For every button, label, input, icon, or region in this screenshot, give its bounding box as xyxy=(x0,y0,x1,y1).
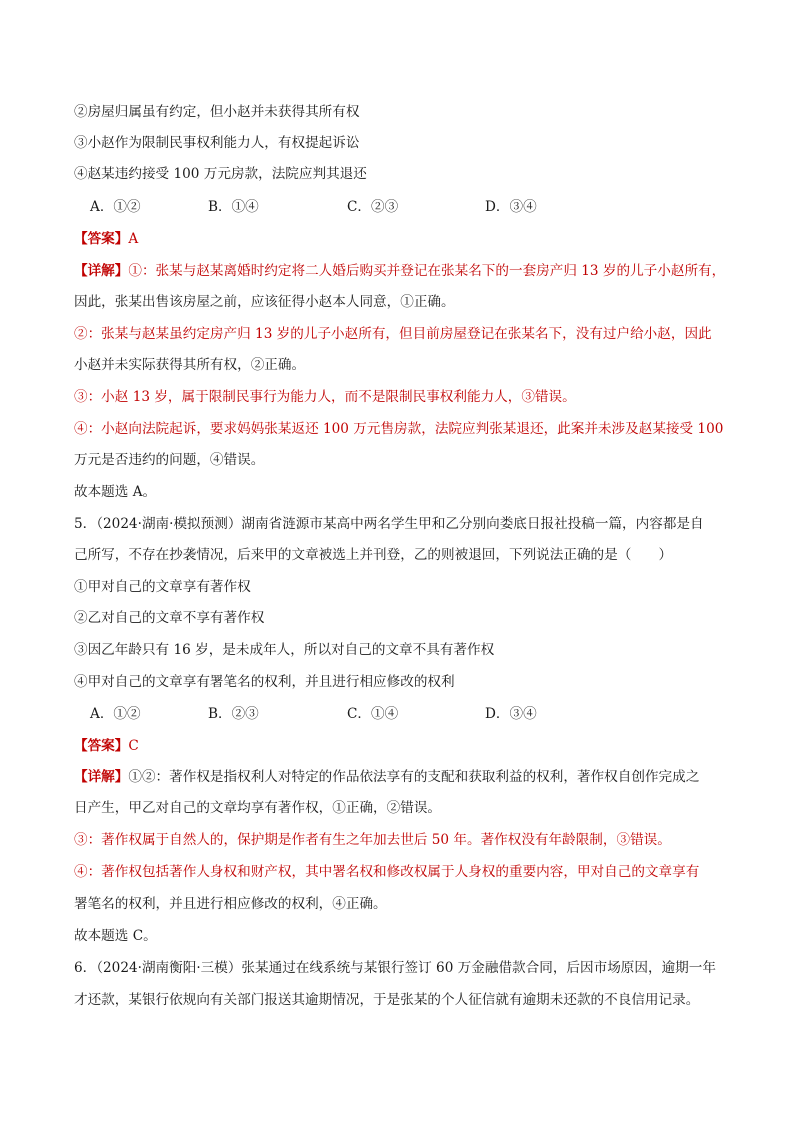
option-c: C．①④ xyxy=(347,706,399,722)
detail-line: 因此，张某出售该房屋之前，应该征得小赵本人同意，①正确。 xyxy=(74,294,455,310)
question-stem: 己所写，不存在抄袭情况，后来甲的文章被选上并刊登，乙的则被退回，下列说法正确的是（ ） xyxy=(74,547,673,563)
detail-line: ③：著作权属于自然人的，保护期是作者有生之年加去世后 50 年。著作权没有年龄限制，③错误。 xyxy=(74,832,671,848)
detail-line: ④：小赵向法院起诉，要求妈妈张某返还 100 万元售房款，法院应判张某退还，此案并未涉及赵某接受 100 xyxy=(74,421,724,437)
question-stem: 才还款，某银行依规向有关部门报送其逾期情况，于是张某的个人征信就有逾期未还款的不良信用记录。 xyxy=(74,992,700,1008)
detail-label: 【详解】 xyxy=(74,263,129,279)
option-b: B．①④ xyxy=(208,199,259,215)
answer-line xyxy=(74,736,724,756)
detail-text: ①：张某与赵某离婚时约定将二人婚后购买并登记在张某名下的一套房产归 13 岁的儿子小赵所有， xyxy=(128,263,726,279)
statement-4: ④赵某违约接受 100 万元房款，法院应判其退还 xyxy=(74,166,367,182)
statement-3: ③小赵作为限制民事权利能力人，有权提起诉讼 xyxy=(74,135,360,151)
detail-line: 署笔名的权利，并且进行相应修改的权利，④正确。 xyxy=(74,896,387,912)
question-stem: 5．（2024·湖南·模拟预测）湖南省涟源市某高中两名学生甲和乙分别向娄底日报社投稿一篇，内容都是自 xyxy=(74,516,704,532)
answer-value: A xyxy=(128,231,139,247)
answer-value: C xyxy=(128,738,139,754)
detail-line: ④：著作权包括著作人身权和财产权，其中署名权和修改权属于人身权的重要内容，甲对自己的文章享有 xyxy=(74,864,700,880)
detail-line xyxy=(74,767,724,787)
detail-label: 【详解】 xyxy=(74,769,129,785)
detail-line: 万元是否违约的问题，④错误。 xyxy=(74,452,265,468)
option-a: A．①② xyxy=(90,199,141,215)
detail-line: 小赵并未实际获得其所有权，②正确。 xyxy=(74,357,306,373)
conclusion: 故本题选 C。 xyxy=(74,928,157,944)
statement-1: ①甲对自己的文章享有著作权 xyxy=(74,579,251,595)
option-d: D．③④ xyxy=(485,706,537,722)
statement-2: ②房屋归属虽有约定，但小赵并未获得其所有权 xyxy=(74,104,360,120)
detail-line xyxy=(74,261,724,281)
detail-line: ②：张某与赵某虽约定房产归 13 岁的儿子小赵所有，但目前房屋登记在张某名下，没有过户给小赵，因此 xyxy=(74,326,712,342)
detail-text: ①②：著作权是指权利人对特定的作品依法享有的支配和获取利益的权利，著作权自创作完成之 xyxy=(128,769,700,785)
conclusion: 故本题选 A。 xyxy=(74,484,157,500)
answer-line xyxy=(74,229,724,249)
option-a: A．①② xyxy=(90,706,141,722)
option-d: D．③④ xyxy=(485,199,537,215)
answer-label: 【答案】 xyxy=(74,738,129,754)
option-c: C．②③ xyxy=(347,199,399,215)
detail-line: 日产生，甲乙对自己的文章均享有著作权，①正确，②错误。 xyxy=(74,800,442,816)
statement-3: ③因乙年龄只有 16 岁，是未成年人，所以对自己的文章不具有著作权 xyxy=(74,642,495,658)
option-b: B．②③ xyxy=(208,706,259,722)
statement-2: ②乙对自己的文章不享有著作权 xyxy=(74,610,265,626)
detail-line: ③：小赵 13 岁，属于限制民事行为能力人，而不是限制民事权利能力人，③错误。 xyxy=(74,389,576,405)
answer-label: 【答案】 xyxy=(74,231,129,247)
statement-4: ④甲对自己的文章享有署笔名的权利，并且进行相应修改的权利 xyxy=(74,674,455,690)
question-stem: 6．（2024·湖南衡阳·三模）张某通过在线系统与某银行签订 60 万金融借款合同，后因市场原因，逾期一年 xyxy=(74,960,716,976)
